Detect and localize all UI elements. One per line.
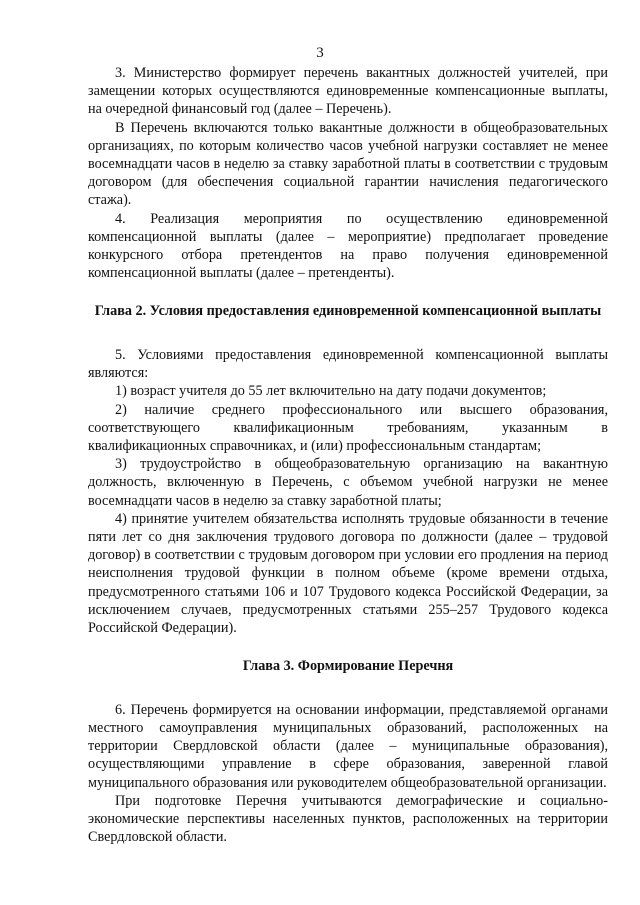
chapter-2-heading: Глава 2. Условия предоставления единовременной компенсационной выплаты	[94, 303, 602, 320]
page-number: 3	[316, 45, 324, 61]
paragraph-6-note: При подготовке Перечня учитываются демографические и социально-экономические перспективы населенных пунктов, расположенных на территории Свердловской области.	[88, 792, 608, 846]
condition-4: 4) принятие учителем обязательства исполнять трудовые обязанности в течение пяти лет со дня заключения трудового договора по должности (далее – трудовой договор) в соответствии с трудовым договором при условии его продления на период неисполнения трудовой функции в полном объеме (кроме времени отдыха, предусмотренного статьями 106 и 107 Трудового кодекса Российской Федерации, за исключением случаев, предусмотренных статьями 255–257 Трудового кодекса Российской Федерации).	[88, 510, 608, 636]
paragraph-6: 6. Перечень формируется на основании информации, представляемой органами местного самоуправления муниципальных образований, расположенных на территории Свердловской области (далее – муниципальные образования), осуществляющими управление в сфере образования, заверенной главой муниципального образования или руководителем общеобразовательной организации.	[88, 701, 608, 791]
paragraph-3-list: В Перечень включаются только вакантные должности в общеобразовательных организациях, по которым количество часов учебной нагрузки составляет не менее восемнадцати часов в неделю за ставку заработной платы в соответствии с трудовым договором (для обеспечения социальной гарантии начисления педагогического стажа).	[88, 119, 608, 209]
document-body	[88, 64, 608, 846]
condition-1: 1) возраст учителя до 55 лет включительно на дату подачи документов;	[115, 383, 547, 400]
chapter-3-heading: Глава 3. Формирование Перечня	[242, 658, 454, 675]
paragraph-4: 4. Реализация мероприятия по осуществлению единовременной компенсационной выплаты (далее – мероприятие) предполагает проведение конкурсного отбора претендентов на право получения единовременной компенсационной выплаты (далее – претенденты).	[88, 210, 608, 282]
paragraph-5: 5. Условиями предоставления единовременной компенсационной выплаты являются:	[88, 346, 608, 382]
condition-3: 3) трудоустройство в общеобразовательную организацию на вакантную должность, включенную в Перечень, с объемом учебной нагрузки не менее восемнадцати часов в неделю за ставку заработной платы;	[88, 456, 608, 509]
condition-2: 2) наличие среднего профессионального или высшего образования, соответствующего квалификационным требованиям, указанным в квалификационных справочниках, и (или) профессиональным стандартам;	[88, 401, 608, 454]
paragraph-3: 3. Министерство формирует перечень вакантных должностей учителей, при замещении которых осуществляются единовременные компенсационные выплаты, на очередной финансовый год (далее – Перечень).	[88, 65, 608, 118]
